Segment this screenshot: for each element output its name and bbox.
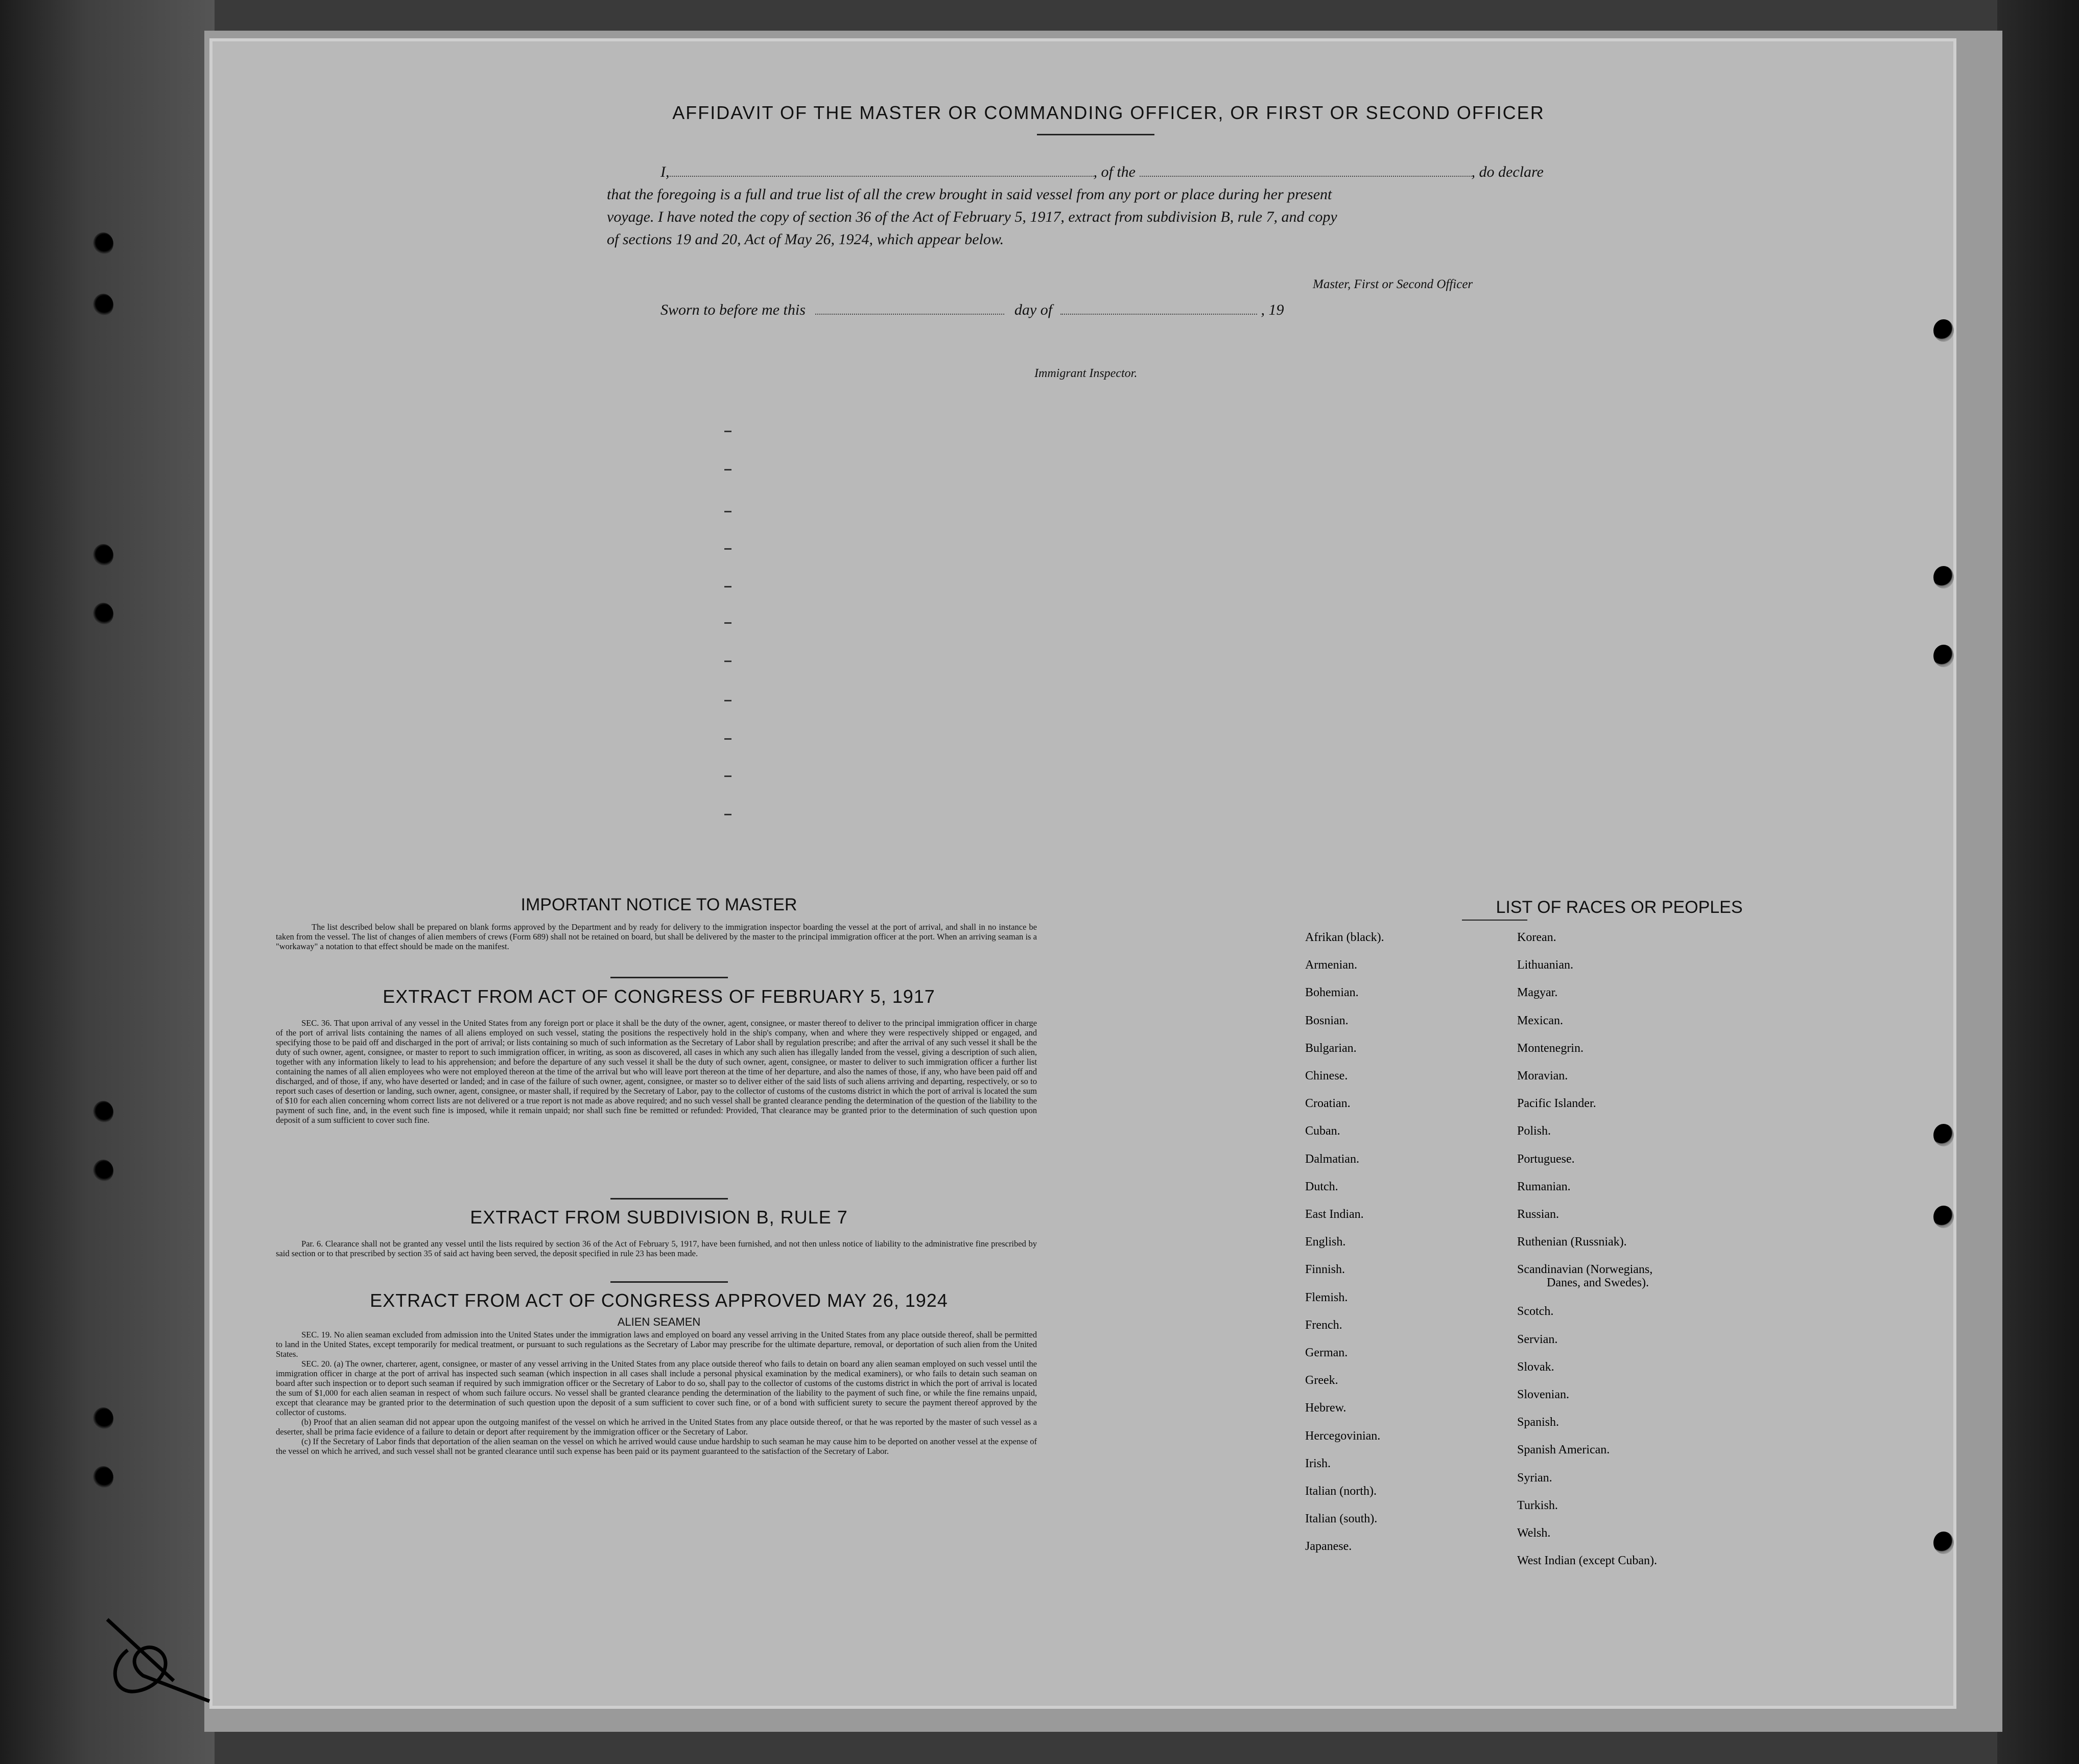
punch-hole — [1933, 1206, 1954, 1228]
race-item: Slovak. — [1517, 1360, 1554, 1374]
notice-title: IMPORTANT NOTICE TO MASTER — [521, 895, 797, 914]
race-item: Scandinavian (Norwegians, — [1517, 1263, 1653, 1277]
race-item: Japanese. — [1305, 1540, 1352, 1554]
declaration-i: I, — [660, 163, 670, 180]
section-20a: SEC. 20. (a) The owner, charterer, agent, consignee, or master of any vessel arriving in the United States from any place outside thereof who fails to detain on board any alien seaman employed on such vessel until the immigration officer in charge at the port of arrival has inspected such seaman (which inspection in all cases shall include a personal physical examination by the medical examiners), or who fails to detain such seaman on board after such inspection or to deport such seaman if required by such immigration officer or the Secretary of Labor to do so, shall pay to the collector of customs of the customs district in which the port of arrival is located the sum of $1,000 for each alien seaman in respect of whom such failure occurs. No vessel shall be granted clearance pending the determination of the liability to the payment of such fine, or while the fine remains unpaid, except that clearance may be granted prior to the determination of such question upon the deposit of a sum sufficient to cover such fine, or of a bond with sufficient surety to secure the payment thereof approved by the collector of customs. — [276, 1359, 1037, 1417]
punch-hole — [1933, 566, 1954, 589]
section-divider — [610, 1281, 728, 1283]
tick-mark — [724, 661, 731, 662]
binder-edge — [0, 0, 215, 1764]
race-item: Pacific Islander. — [1517, 1097, 1596, 1111]
race-item: Spanish American. — [1517, 1443, 1610, 1457]
sworn-month-field[interactable] — [1060, 314, 1257, 315]
race-item: Welsh. — [1517, 1526, 1551, 1540]
binder-hole — [93, 544, 113, 567]
notice-body: The list described below shall be prepared on blank forms approved by the Department and by ready for delivery to the immigration inspector boarding the vessel at the port of arrival, and shall in no instance be taken from the vessel. The list of changes of alien members of crews (Form 689) shall not be retained on board, but shall be delivered by the master to the principal immigration officer at the port. When an arriving seaman is a "workaway" a notation to that effect should be made on the manifest. — [276, 922, 1037, 951]
extract-1924-title: EXTRACT FROM ACT OF CONGRESS APPROVED MAY 26, 1924 — [370, 1290, 948, 1311]
race-item: Chinese. — [1305, 1069, 1348, 1083]
binder-hole — [93, 1466, 113, 1489]
binder-hole — [93, 1160, 113, 1182]
tick-mark — [724, 469, 731, 471]
race-item: Ruthenian (Russniak). — [1517, 1235, 1627, 1249]
race-item: Montenegrin. — [1517, 1041, 1584, 1055]
tick-mark — [724, 548, 731, 550]
race-item: Croatian. — [1305, 1097, 1351, 1111]
race-item: Rumanian. — [1517, 1180, 1571, 1193]
extract-1924-subtitle: ALIEN SEAMEN — [617, 1315, 701, 1328]
handwritten-mark — [97, 1604, 230, 1706]
affidavit-title: AFFIDAVIT OF THE MASTER OR COMMANDING OFFICER, OR FIRST OR SECOND OFFICER — [672, 102, 1545, 123]
race-item: Dalmatian. — [1305, 1152, 1359, 1166]
binder-hole — [93, 1407, 113, 1430]
race-item: German. — [1305, 1346, 1348, 1359]
declaration-line-2: that the foregoing is a full and true list of all the crew brought in said vessel from any port or place during her present — [607, 186, 1332, 203]
section-divider — [610, 1198, 728, 1199]
race-item: Italian (north). — [1305, 1485, 1377, 1498]
binder-hole — [93, 232, 113, 255]
race-item: Cuban. — [1305, 1124, 1340, 1138]
sworn-year-label: , 19 — [1261, 301, 1284, 318]
extract-1917-body: SEC. 36. That upon arrival of any vessel in the United States from any foreign port or place it shall be the duty of the owner, agent, consignee, or master thereof to deliver to the principal immigration officer in charge of the port of arrival lists containing the names of all aliens employed on such vessel, stating the positions the respectively hold in the ship's company, when and where they were respectively shipped or engaged, and specifying those to be paid off and discharged in the port of arrival; or lists containing so much of such information as the Secretary of Labor shall by regulation prescribe; and after the arrival of any such vessel it shall be the duty of such owner, agent, consignee, or master to report to such immigration officer, in writing, as soon as discovered, all cases in which any such alien has illegally landed from the vessel, giving a description of such alien, together with any information likely to lead to his apprehension; and before the departure of any such vessel it shall be the duty of such owner, agent, consignee, or master to deliver to such immigration officer a further list containing the names of all alien employees who were not employed thereon at the time of the arrival but who will leave port thereon at the time of her departure, and also the names of those, if any, who have been paid off and discharged, and of those, if any, who have deserted or landed; and in case of the failure of such owner, agent, consignee, or master so to deliver either of the said lists of such aliens arriving and departing, respectively, or so to report such cases of desertion or landing, such owner, agent, consignee, or master shall, if required by the Secretary of Labor, pay to the collector of customs of the customs district in which the port of arrival is located the sum of $10 for each alien concerning whom correct lists are not delivered or a true report is not made as above required; and no such vessel shall be granted clearance pending the determination of the question of the liability to the payment of such fine, and, in the event such fine is imposed, while it remain unpaid; nor shall such fine be remitted or refunded: Provided, That clearance may be granted prior to the determination of such question upon deposit of a sum sufficient to cover such fine. — [276, 1018, 1037, 1125]
race-item: Bulgarian. — [1305, 1041, 1357, 1055]
race-item: Korean. — [1517, 931, 1556, 944]
race-item: French. — [1305, 1318, 1342, 1332]
race-item: Syrian. — [1517, 1471, 1552, 1485]
tick-mark — [724, 586, 731, 587]
declaration-line-1 — [607, 161, 1598, 183]
race-item: Russian. — [1517, 1208, 1560, 1221]
master-name-field[interactable] — [670, 176, 1094, 177]
race-item: Turkish. — [1517, 1498, 1558, 1512]
section-divider — [610, 977, 728, 978]
section-20b: (b) Proof that an alien seaman did not appear upon the outgoing manifest of the vessel on which he arrived in the United States from any place outside thereof, or that he was reported by the master of such vessel as a deserter, shall be prima facie evidence of a failure to detain or deport after requirement by the immigration officer or the Secretary of Labor. — [276, 1417, 1037, 1437]
title-rule — [1037, 134, 1154, 135]
race-item: Polish. — [1517, 1124, 1551, 1138]
sworn-line — [660, 301, 1284, 319]
tick-mark — [724, 814, 731, 815]
tick-mark — [724, 511, 731, 512]
background-edge — [1997, 0, 2079, 1764]
binder-hole — [93, 294, 113, 316]
section-20c: (c) If the Secretary of Labor finds that deportation of the alien seaman on the vessel on which he arrived would cause undue hardship to such seaman he may cause him to be deported on another vessel at the expense of the vessel on which he arrived, and such vessel shall not be granted clearance until such expense has been paid or its payment guaranteed to the satisfaction of the Secretary of Labor. — [276, 1437, 1037, 1456]
tick-mark — [724, 431, 731, 432]
declaration-line-4: of sections 19 and 20, Act of May 26, 1924, which appear below. — [607, 231, 1004, 248]
immigrant-inspector-label: Immigrant Inspector. — [1034, 367, 1138, 380]
binder-hole — [93, 603, 113, 625]
race-item: Italian (south). — [1305, 1512, 1378, 1526]
races-title-underline — [1462, 920, 1527, 921]
punch-hole — [1933, 1532, 1954, 1554]
tick-mark — [724, 700, 731, 701]
race-item: Flemish. — [1305, 1290, 1348, 1304]
extract-1917-title: EXTRACT FROM ACT OF CONGRESS OF FEBRUARY 5, 1917 — [383, 986, 935, 1007]
section-19: SEC. 19. No alien seaman excluded from admission into the United States under the immigration laws and employed on board any vessel arriving in the United States from any place outside thereof, shall be permitted to land in the United States, except temporarily for medical treatment, or pursuant to such regulations as the Secretary of Labor may prescribe for the ultimate departure, removal, or deportation of such alien from the United States. — [276, 1330, 1037, 1359]
extract-rule7-title: EXTRACT FROM SUBDIVISION B, RULE 7 — [470, 1207, 848, 1228]
tick-mark — [724, 738, 731, 740]
punch-hole — [1933, 319, 1954, 342]
race-item: Dutch. — [1305, 1180, 1338, 1193]
declaration-line-3: voyage. I have noted the copy of section 36 of the Act of February 5, 1917, extract from subdivision B, rule 7, and copy — [607, 208, 1337, 225]
race-item: Hercegovinian. — [1305, 1429, 1381, 1443]
sworn-prefix: Sworn to before me this — [660, 301, 806, 318]
race-item: Servian. — [1517, 1332, 1558, 1346]
race-item: Finnish. — [1305, 1263, 1345, 1277]
document-page — [209, 38, 1956, 1709]
race-item: English. — [1305, 1235, 1346, 1249]
races-title: LIST OF RACES OR PEOPLES — [1496, 898, 1743, 917]
race-item: Irish. — [1305, 1456, 1331, 1470]
punch-hole — [1933, 645, 1954, 667]
race-item: Lithuanian. — [1517, 958, 1573, 972]
binder-hole — [93, 1101, 113, 1123]
race-item: Bohemian. — [1305, 986, 1359, 1000]
race-item: Magyar. — [1517, 986, 1558, 1000]
declaration-do-declare: , do declare — [1471, 163, 1544, 180]
race-item: West Indian (except Cuban). — [1517, 1554, 1657, 1568]
race-item: Armenian. — [1305, 958, 1357, 972]
race-item: Scotch. — [1517, 1305, 1554, 1319]
punch-hole — [1933, 1124, 1954, 1146]
race-item: East Indian. — [1305, 1208, 1364, 1221]
extract-1924-body — [276, 1330, 1037, 1456]
declaration-of-the: , of the — [1093, 163, 1136, 180]
race-item: Portuguese. — [1517, 1152, 1575, 1166]
extract-rule7-body: Par. 6. Clearance shall not be granted any vessel until the lists required by section 36 of the Act of February 5, 1917, have been furnished, and not then unless notice of liability to the administrative fine prescribed by said section or to that prescribed by section 35 of said act having been served, the deposit specified in rule 23 has been made. — [276, 1239, 1037, 1258]
affidavit-declaration — [607, 161, 1598, 251]
race-item: Mexican. — [1517, 1014, 1563, 1027]
vessel-name-field[interactable] — [1140, 176, 1472, 177]
master-signature-label: Master, First or Second Officer — [1313, 277, 1473, 291]
race-item: Slovenian. — [1517, 1388, 1569, 1401]
race-item: Danes, and Swedes). — [1547, 1276, 1649, 1290]
race-item: Bosnian. — [1305, 1014, 1349, 1027]
tick-mark — [724, 622, 731, 624]
race-item: Spanish. — [1517, 1416, 1560, 1429]
race-item: Hebrew. — [1305, 1401, 1346, 1415]
sworn-day-field[interactable] — [815, 314, 1004, 315]
race-item: Greek. — [1305, 1374, 1338, 1387]
race-item: Moravian. — [1517, 1069, 1568, 1083]
tick-mark — [724, 775, 731, 777]
race-item: Afrikan (black). — [1305, 931, 1384, 944]
sworn-day-label: day of — [1014, 301, 1053, 318]
